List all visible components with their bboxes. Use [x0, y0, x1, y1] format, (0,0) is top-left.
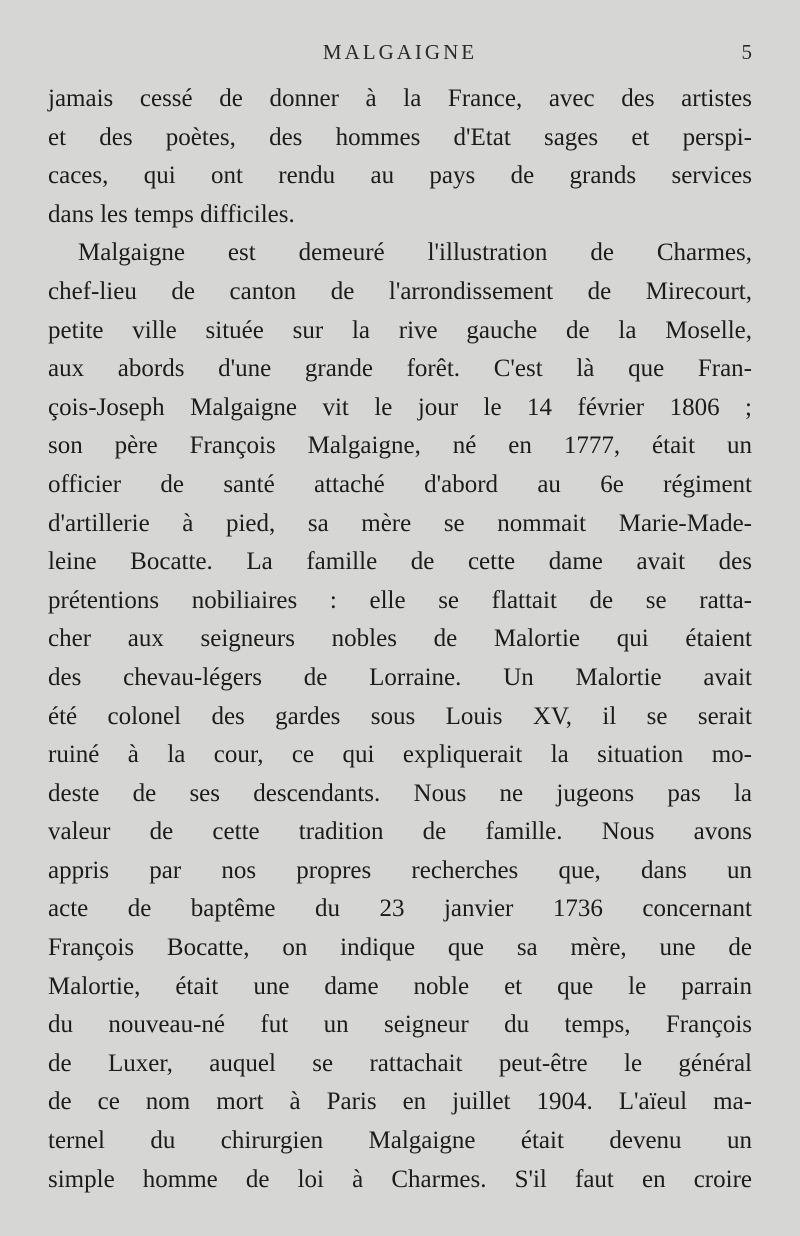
text-line: été colonel des gardes sous Louis XV, il se serait [48, 702, 752, 730]
text-line: aux abords d'une grande forêt. C'est là que Fran- [48, 355, 752, 383]
text-line: son père François Malgaigne, né en 1777, était un [48, 432, 752, 460]
text-line: des chevau-légers de Lorraine. Un Malortie avait [48, 663, 752, 691]
text-line: appris par nos propres recherches que, dans un [48, 856, 752, 884]
running-title: MALGAIGNE [322, 40, 478, 64]
text-line: petite ville située sur la rive gauche de la Moselle, [48, 316, 752, 344]
page-header [48, 34, 752, 70]
text-line: jamais cessé de donner à la France, avec des artistes [48, 85, 752, 112]
text-line: officier de santé attaché d'abord au 6e régiment [48, 470, 752, 498]
text-line: de ce nom mort à Paris en juillet 1904. L'aïeul ma- [48, 1088, 752, 1116]
text-line: dans les temps difficiles. [48, 200, 295, 228]
page-number: 5 [741, 40, 752, 64]
text-line: Malortie, était une dame noble et que le parrain [48, 972, 752, 1000]
text-line: acte de baptême du 23 janvier 1736 concernant [48, 895, 752, 923]
text-line: prétentions nobiliaires : elle se flattait de se ratta- [48, 586, 752, 614]
body-text [48, 80, 752, 1199]
text-line: ternel du chirurgien Malgaigne était devenu un [48, 1127, 752, 1155]
text-line: çois-Joseph Malgaigne vit le jour le 14 février 1806 ; [48, 393, 752, 421]
text-line: deste de ses descendants. Nous ne jugeons pas la [48, 779, 752, 807]
text-line: simple homme de loi à Charmes. S'il faut en croire [48, 1165, 752, 1193]
text-line: caces, qui ont rendu au pays de grands services [48, 162, 752, 190]
text-line: et des poètes, des hommes d'Etat sages et perspi- [48, 123, 752, 151]
text-line: Malgaigne est demeuré l'illustration de Charmes, [78, 239, 752, 267]
text-line: du nouveau-né fut un seigneur du temps, François [48, 1011, 752, 1039]
text-line: chef-lieu de canton de l'arrondissement de Mirecourt, [48, 277, 752, 305]
text-line: leine Bocatte. La famille de cette dame avait des [48, 548, 752, 576]
text-line: François Bocatte, on indique que sa mère, une de [48, 934, 752, 962]
text-line: valeur de cette tradition de famille. Nous avons [48, 818, 752, 846]
text-line: cher aux seigneurs nobles de Malortie qui étaient [48, 625, 752, 653]
text-line: d'artillerie à pied, sa mère se nommait Marie-Made- [48, 509, 752, 537]
text-line: de Luxer, auquel se rattachait peut-être le général [48, 1049, 752, 1077]
text-line: ruiné à la cour, ce qui expliquerait la situation mo- [48, 741, 752, 769]
